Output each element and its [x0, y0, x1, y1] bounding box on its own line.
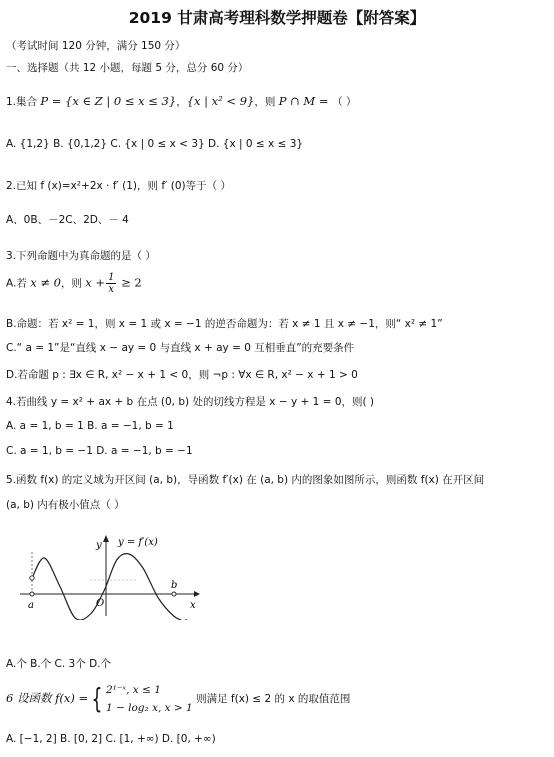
question-5-line-1: 5.函数 f(x) 的定义域为开区间 (a, b)，导函数 f′(x) 在 (a, b) 内的图象如图所示，则函数 f(x) 在开区间: [6, 474, 485, 486]
page-title: 2019 甘肃高考理科数学押题卷【附答案】: [128, 9, 426, 27]
graph-point-a: [30, 592, 34, 596]
section-heading: 一、选择题（共 12 小题，每题 5 分，总分 60 分）: [6, 62, 249, 74]
q3-a-pre: A.若: [6, 277, 31, 290]
q1-expr: P ∩ M =: [278, 94, 333, 108]
question-3: 3.下列命题中为真命题的是（ ）: [6, 250, 156, 262]
q3-a-denominator: x: [108, 284, 115, 295]
q4-options-ab: A. a = 1, b = 1 B. a = −1, b = 1: [6, 420, 174, 432]
q1-set-p: P = {x ∈ Z | 0 ≤ x ≤ 3}: [40, 94, 177, 108]
q4-options-cd: C. a = 1, b = −1 D. a = −1, b = −1: [6, 445, 193, 457]
question-2: 2.已知 f (x)=x²+2x · f′ (1)，则 f′ (0)等于（ ）: [6, 180, 231, 192]
q3-a-mid: ，则: [60, 277, 86, 290]
question-5-line-2: (a, b) 内有极小值点（ ）: [6, 499, 125, 511]
graph-x-axis-arrow: [194, 591, 200, 597]
graph-label-y: y: [96, 540, 102, 551]
graph-curve: [32, 554, 186, 620]
question-1: [6, 94, 356, 109]
q6-stem-a: 6 设函数 f(x) =: [6, 691, 89, 705]
graph-y-axis-arrow: [103, 535, 109, 542]
q6-piecewise-brace: {: [91, 682, 103, 715]
q2-options: A、0B、－2C、2D、－ 4: [6, 214, 129, 226]
graph-label-o: O: [96, 598, 105, 609]
q3-a-numerator: 1: [108, 272, 115, 283]
q1-paren: （ ）: [332, 96, 357, 108]
q5-options: A.个 B.个 C. 3个 D.个: [6, 658, 111, 670]
q3-a-cond: x ≠ 0: [30, 275, 61, 290]
question-4: 4.若曲线 y = x² + ax + b 在点 (0, b) 处的切线方程是 x − y + 1 = 0，则( ): [6, 396, 375, 408]
graph-label-b: b: [171, 580, 178, 591]
question-6: [6, 680, 350, 720]
q3-option-c: C.“ a = 1”是“直线 x − ay = 0 与直线 x + ay = 0 互相垂直”的充要条件: [6, 342, 355, 354]
q3-option-a: [6, 272, 142, 295]
q6-stem-b: 则满足 f(x) ≤ 2 的 x 的取值范围: [192, 693, 351, 705]
q6-case-1: 2¹⁻ˣ, x ≤ 1: [105, 684, 161, 696]
derivative-graph: [14, 530, 204, 620]
q6-case-2: 1 − log₂ x, x > 1: [105, 702, 193, 714]
q1-stem-a: 1.集合: [6, 96, 41, 108]
q6-options: A. [−1, 2] B. [0, 2] C. [1, +∞) D. [0, +∞): [6, 733, 216, 745]
graph-open-point-start: [30, 576, 34, 580]
graph-label-curve: y = f′(x): [118, 537, 158, 548]
q1-stem-b: ，则: [254, 96, 279, 108]
graph-label-a: a: [28, 600, 34, 611]
graph-label-x: x: [190, 600, 196, 611]
graph-point-b: [172, 592, 176, 596]
q3-option-d: D.若命题 p : ∃x ∈ R, x² − x + 1 < 0，则 ¬p : ∀x ∈ R, x² − x + 1 > 0: [6, 369, 358, 381]
q1-sep: ，: [176, 96, 187, 108]
q3-a-fraction: [106, 272, 116, 295]
exam-note: （考试时间 120 分钟，满分 150 分）: [6, 40, 186, 52]
q3-option-b: B.命题：若 x² = 1，则 x = 1 或 x = −1 的逆否命题为：若 x ≠ 1 且 x ≠ −1，则“ x² ≠ 1”: [6, 318, 443, 330]
q3-a-x: x +: [85, 275, 106, 290]
q1-options: A. {1,2} B. {0,1,2} C. {x | 0 ≤ x < 3} D. {x | 0 ≤ x ≤ 3}: [6, 138, 304, 150]
q3-a-rhs: ≥ 2: [117, 275, 142, 290]
q1-set-m: {x | x² < 9}: [186, 94, 255, 108]
q6-cases: [106, 681, 193, 717]
